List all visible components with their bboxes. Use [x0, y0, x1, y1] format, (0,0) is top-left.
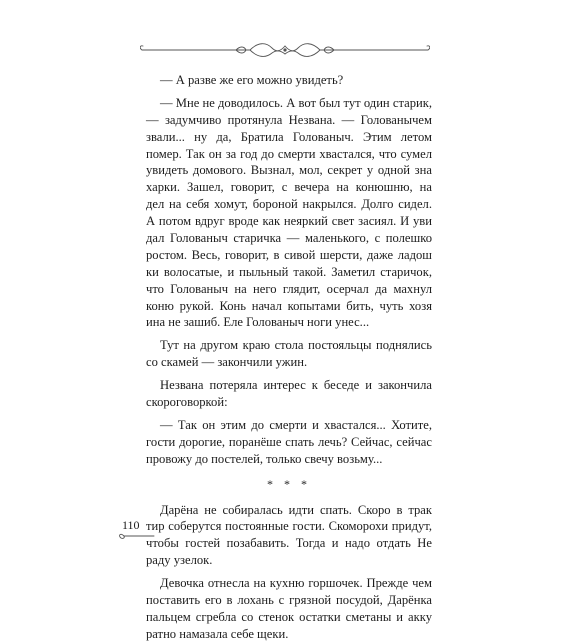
text-line: что Голованыч на него глядит, осерчал да махнул	[146, 281, 432, 296]
text-line: ина не зашиб. Еле Голованыч ноги унес...	[146, 315, 370, 330]
text-line: ки волосатые, и пыльный такой. Заметил старичок,	[146, 264, 432, 279]
section-break-stars: * * *	[267, 477, 311, 492]
text-line: Незвана потеряла интерес к беседе и закончила	[160, 378, 432, 393]
text-line: ратно намазала себе щеки.	[146, 626, 289, 641]
text-line: дел на себя хомут, бороной накрылся. Долго сидел.	[146, 197, 432, 212]
text-line: — Так он этим до смерти и хвастался... Хотите,	[160, 417, 432, 432]
text-line: дал Голованыч старичка — маленького, с полешко	[146, 231, 432, 246]
text-line: Девочка отнесла на кухню горшочек. Прежде чем	[160, 576, 432, 591]
text-line: чтобы гостей позабавить. Тогда и надо отдать Не	[146, 536, 432, 551]
small-flourish-icon	[118, 530, 158, 542]
text-line: — задумчиво протянула Незвана. — Голованычем	[146, 112, 432, 127]
text-line: помер. Так он за год до смерти хвастался, что сумел	[146, 146, 432, 161]
text-line: коню рукой. Конь начал копытами бить, чуть хозя	[146, 298, 432, 313]
text-line: Тут на другом краю стола постояльцы поднялись	[160, 338, 432, 353]
paragraph	[146, 575, 432, 643]
text-line: — Мне не доводилось. А вот был тут один старик,	[160, 95, 432, 110]
text-line: со скамей — закончили ужин.	[146, 355, 308, 370]
page-number: 110	[122, 518, 140, 532]
text-line: — А разве же его можно увидеть?	[160, 73, 344, 87]
flourish-divider-icon	[140, 40, 430, 60]
text-line: поставить его в лохань с грязной посудой, Дарёнка	[146, 593, 432, 608]
text-line: А потом вдруг вроде как неяркий свет засиял. И уви	[146, 214, 432, 229]
paragraph	[146, 72, 432, 89]
text-line: харки. Зашел, говорит, с вечера на конюшню, на	[146, 180, 432, 195]
paragraph	[146, 417, 432, 468]
text-line: звали... ну да, Братила Голованыч. Этим летом	[146, 129, 432, 144]
text-line: пальцем сгребла со стенок остатки сметаны и акку	[146, 609, 432, 624]
text-line: Дарёна не собиралась идти спать. Скоро в трак	[160, 502, 432, 517]
paragraph	[146, 337, 432, 371]
paragraph	[146, 502, 432, 570]
page-text	[146, 72, 432, 643]
text-line: провожу до постелей, только свечу возьму...	[146, 451, 383, 466]
text-line: увидеть домового. Вызнал, мол, секрет у одной зна	[146, 163, 432, 178]
text-line: раду узелок.	[146, 553, 213, 568]
section-break	[146, 468, 432, 502]
paragraph	[146, 377, 432, 411]
text-line: скороговоркой:	[146, 395, 228, 410]
text-line: гости дорогие, поранёше спать лечь? Сейчас, сейчас	[146, 434, 432, 449]
paragraph	[146, 95, 432, 331]
text-line: тир соберутся постоянные гости. Скоморохи придут,	[146, 519, 432, 534]
text-line: ростом. Весь, говорит, в сивой шерсти, даже ладош	[146, 247, 432, 262]
